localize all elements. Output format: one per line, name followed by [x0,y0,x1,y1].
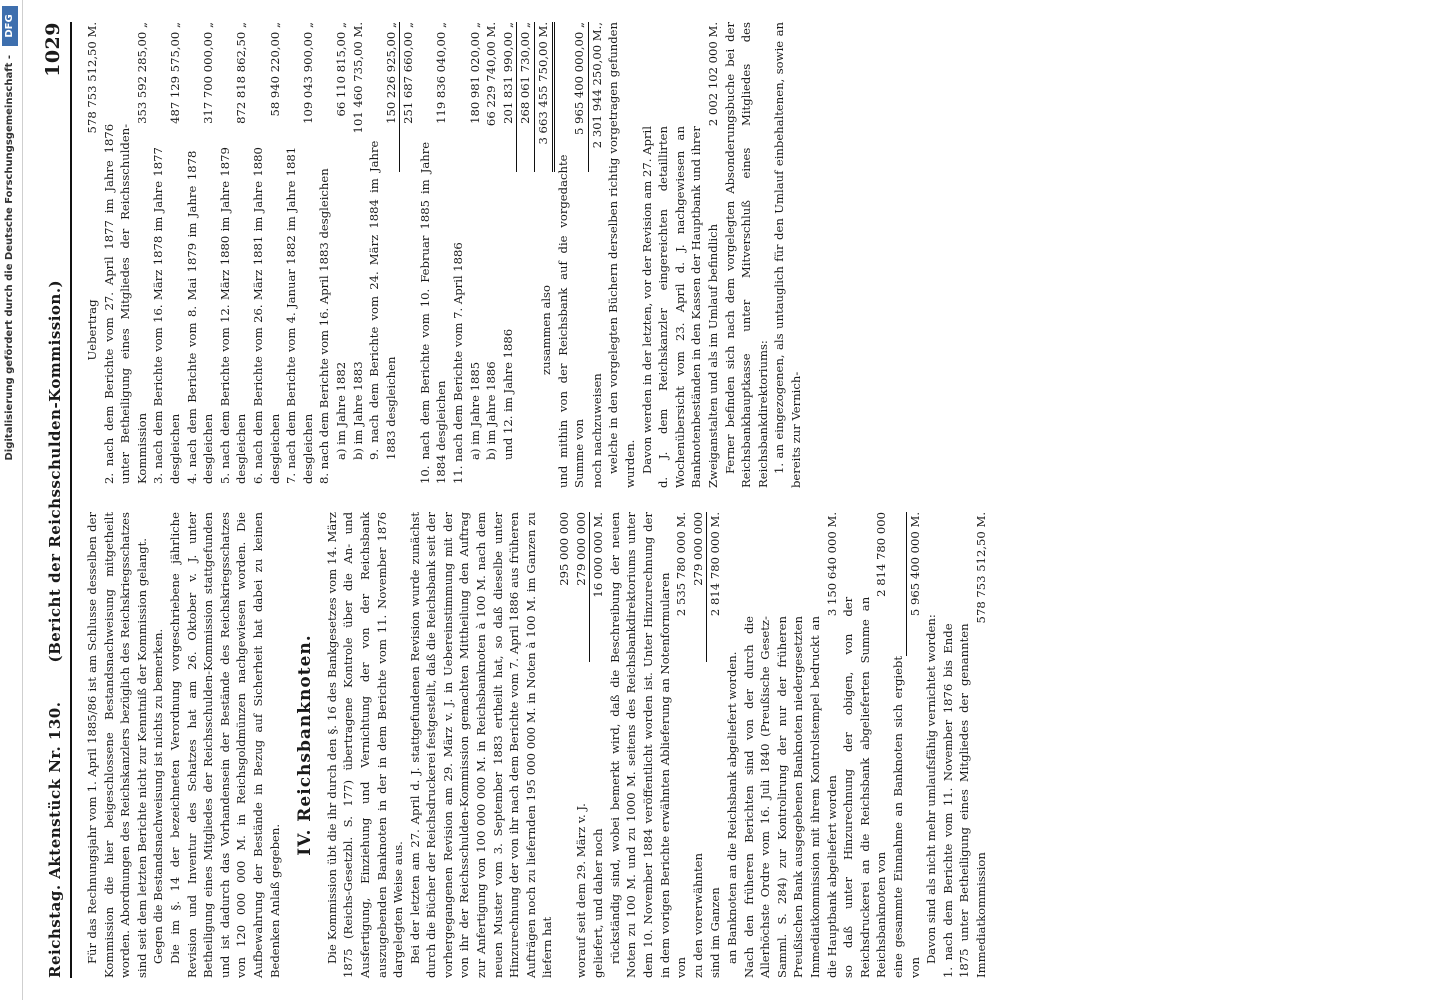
header-title: (Bericht der Reichsschulden-Kommission.) [46,279,64,663]
amount: 872 818 862,50 „ [234,22,249,124]
amount: 487 129 575,00 „ [167,22,182,124]
row-label: Uebertrag [85,299,99,361]
item-text: und 12. im Jahre 1886 [500,328,515,460]
amount: 16 000 000 M. [589,512,607,662]
amount-row [690,512,707,978]
paragraph: so daß unter Hinzurechnung der obigen, von der Reichsdruckerei an die Reichsbank abgelieferten Summe an Reichsbanknoten von [841,596,889,978]
amount: 66 229 740,00 M. [484,22,499,127]
digitization-credit-bar [0,0,23,1000]
item-text: a) im Jahre 1882 [333,361,348,460]
amount: 3 663 455 750,00 M. [534,22,555,172]
amount: 2 535 780 000 M. [674,512,689,617]
row-label: worauf seit dem 29. März v. J. [573,803,588,978]
list-item [184,22,217,484]
total-row [534,22,555,488]
row-label: zusammen also [539,285,554,375]
amount-row [706,512,724,978]
paragraph: Bei der letzten am 27. April d. J. stattgefundenen Revision wurde zunächst durch die Bücher der Reichsdruckerei festgestellt, daß die Reichsbank seit der vorhergegangenen Revision am 29. März v. J. in Uebereinstimmung mit der von ihr der Reichsschulden-Kommission gemachten Mittheilung den Auftrag zur Anfertigung von 100 000 000 M. in Reichsbanknoten à 100 M. nach dem neuen Muster vom 3. September 1883 ertheilt hat, so daß dieselbe unter Hinzurechnung der von ihr nach dem Berichte vom 7. April 1886 aus früheren Aufträgen noch zu liefernden 195 000 000 M. in Noten à 100 M. im Ganzen zu liefern hat [407,512,555,978]
list-item [217,22,250,484]
item-text: 5. nach dem Berichte vom 12. März 1880 im Jahre 1879 desgleichen [217,147,249,484]
item-text: 2. nach dem Berichte vom 27. April 1877 im Jahre 1876 unter Betheiligung eines Mitgliedes der Reichsschulden-Kommission [101,123,149,484]
list-item [283,22,316,484]
row-label: von [674,957,689,978]
item-text: 10. nach dem Berichte vom 10. Februar 1885 im Jahre 1884 desgleichen [417,141,449,484]
amount: 317 700 000,00 „ [201,22,216,124]
paragraph: und mithin von der Reichsbank auf die vorgedachte Summe von [555,154,587,488]
paragraph: Die Kommission übt die ihr durch den §. 16 des Bankgesetzes vom 14. März 1875 (Reichs-Gesetzbl. S. 177) übertragene Kontrole über die An- und Ausfertigung, Einziehung und Vernichtung der von der Reichsbank auszugebenden Banknoten in der in dem Berichte vom 11. November 1876 dargelegten Weise aus. [324,512,406,978]
amount-row [639,22,722,488]
sub-item [366,22,399,460]
text-column-right [84,22,805,488]
item-text: 4. nach dem Berichte vom 8. Mai 1879 im Jahre 1878 desgleichen [184,150,216,484]
row-label: sind im Ganzen [708,887,723,978]
amount-row [399,22,417,488]
sub-item [467,22,484,460]
sub-item [333,22,350,460]
item-text: b) im Jahre 1886 [484,361,499,460]
amount-row [890,512,923,978]
item-text: 3. nach dem Berichte vom 16. März 1878 im Jahre 1877 desgleichen [151,147,182,484]
amount: 251 687 660,00 „ [399,22,417,172]
amount: 2 002 102 000 M. [705,22,720,127]
amount: 268 061 730,00 „ [516,22,534,172]
amount: 279 000 000 [690,512,705,586]
paragraph: eine gesammte Einnahme an Banknoten sich ergiebt von [890,655,922,978]
paragraph: noch nachzuweisen [589,373,604,488]
list-item: 11. nach dem Berichte vom 7. April 1886 [451,242,466,484]
list-item [250,22,283,484]
paragraph: Nach den früheren Berichten sind von der durch die Allerhöchste Ordre vom 16. Juli 1840 (Preußische Gesetz-Samml. S. 284) zur Kontrolirung der nur der früheren Preußischen Bank ausgegebenen Banknoten niedergesetzten Immediatkommission mit ihrem Kontrolstempel bedruckt an die Hauptbank abgeliefert worden [741,616,839,978]
row-label: geliefert, und daher noch [591,828,606,978]
amount: 119 836 040,00 „ [434,22,449,124]
amount: 66 110 815,00 „ [333,22,348,117]
paragraph: Davon werden in der letzten, vor der Revision am 27. April d. J. dem Reichskanzler eingereichten detaillirten Wochenübersicht vom 23. April d. J. nachgewiesen an Banknotenbeständen in den Kassen der Hauptbank und ihrer Zweiganstalten und als im Umlauf befindlich [639,126,720,488]
amount: 279 000 000 [573,512,588,586]
list-item: 1. nach dem Berichte vom 11. November 1876 bis Ende 1875 unter Betheiligung eines Mitgliedes der genannten Immediatkommission [940,623,988,978]
amount-row [573,512,590,978]
amount: 295 000 000 [557,512,572,586]
item-text: a) im Jahre 1885 [467,361,482,460]
paragraph: Die im §. 14 der bezeichneten Verordnung vorgeschriebene jährliche Revision und Inventur des Schatzes hat am 26. Oktober v. J. unter Betheiligung eines Mitgliedes der Reichsschulden-Kommission stattgefunden und ist dadurch das Vorhandensein der Bestände des Reichskriegsschatzes von 120 000 000 M. in Reichsgoldmünzen nachgewiesen worden. Die Aufbewahrung der Bestände in Bezug auf Sicherheit hat dabei zu keinen Bedenken Anlaß gegeben. [167,512,282,978]
amount: 2 814 780 000 [874,512,889,597]
section-heading: IV. Reichsbanknoten. [295,634,316,856]
amount: 2 301 944 250,00 M., [588,22,606,172]
amount: 180 981 020,00 „ [467,22,482,124]
dfg-credit-text: Digitalisierung gefördert durch die Deutsche Forschungsgemeinschaft - [4,55,15,461]
amount-row [84,22,101,488]
list-item [150,22,183,484]
paragraph: Ferner befinden sich nach dem vorgelegten Absonderungsbuche bei der Reichsbankhauptkasse unter Mitverschluß eines Mitgliedes des Reichsbankdirektoriums: [722,22,770,488]
page-header [40,22,72,978]
amount: 109 043 900,00 „ [300,22,315,124]
list-item: 8. nach dem Berichte vom 16. April 1883 desgleichen [317,168,332,484]
text-column-left [84,512,989,978]
amount-row [588,22,606,488]
sub-item [350,22,367,460]
paragraph: 1. an eingezogenen, als untauglich für den Umlauf einbehaltenen, sowie an bereits zur Vernich- [772,22,803,488]
amount: 201 831 990,00 „ [500,22,515,124]
amount: 2 814 780 000 M. [706,512,724,662]
page-number: 1029 [42,22,64,77]
paragraph: Davon sind als nicht mehr umlaufsfähig vernichtet worden: [924,614,939,964]
item-text: 7. nach dem Berichte vom 4. Januar 1882 im Jahre 1881 desgleichen [284,146,315,484]
sub-item [500,22,517,460]
amount-row [516,22,534,488]
amount: 101 460 735,00 M. [350,22,365,134]
paragraph: Gegen die Bestandsnachweisung ist nichts zu bemerken. [151,628,166,964]
paragraph: rückständig sind, wobei bemerkt wird, daß die Beschreibung der neuen Noten zu 100 M. und zu 1000 M. seitens des Reichsbankdirektoriums unter dem 10. November 1884 veröffentlicht worden ist. Unter Hinzurechnung der in dem vorigen Berichte erwähnten Ablieferung an Notenformularen [607,512,672,978]
amount-row [940,512,990,978]
header-left: Reichstag. Aktenstück Nr. 130. [46,701,64,978]
item-text: b) im Jahre 1883 [350,361,365,460]
paragraph: welche in den vorgelegten Büchern derselben richtig vorgetragen gefunden wurden. [606,22,637,488]
paragraph: Für das Rechnungsjahr vom 1. April 1885/86 ist am Schlusse desselben der Kommission die hier beigeschlossene Bestandsnachweisung mitgetheilt worden. Abordnungen des Reichskanzlers bezüglich des Reichskriegsschatzes sind seit dem letzten Berichte nicht zur Kenntniß der Kommission gelangt. [85,512,149,978]
row-label: zu den vorerwähnten [690,853,705,978]
amount: 58 940 220,00 „ [267,22,282,117]
amount: 3 150 640 000 M. [824,512,839,617]
dfg-logo: DFG [2,6,18,46]
amount-row [673,512,690,978]
item-text: 6. nach dem Berichte vom 26. März 1881 im Jahre 1880 desgleichen [250,147,282,484]
amount: 5 965 400 000,00 „ [572,22,587,135]
amount-row [589,512,607,978]
amount: 150 226 925,00 „ [383,22,398,124]
amount-row [556,512,573,978]
amount-row [555,22,588,488]
list-item [101,22,151,484]
amount-row [840,512,890,978]
amount: 578 753 512,50 M. [85,22,99,134]
list-item [417,22,450,484]
sub-item [483,22,500,460]
amount: 5 965 400 000 M. [906,512,924,656]
paragraph: an Banknoten an die Reichsbank abgeliefert worden. [724,651,739,964]
amount: 353 592 285,00 „ [134,22,149,124]
amount: 578 753 512,50 M. [973,512,988,624]
item-text: 9. nach dem Berichte vom 24. März 1884 im Jahre 1883 desgleichen [367,140,398,460]
amount-row [741,512,841,978]
